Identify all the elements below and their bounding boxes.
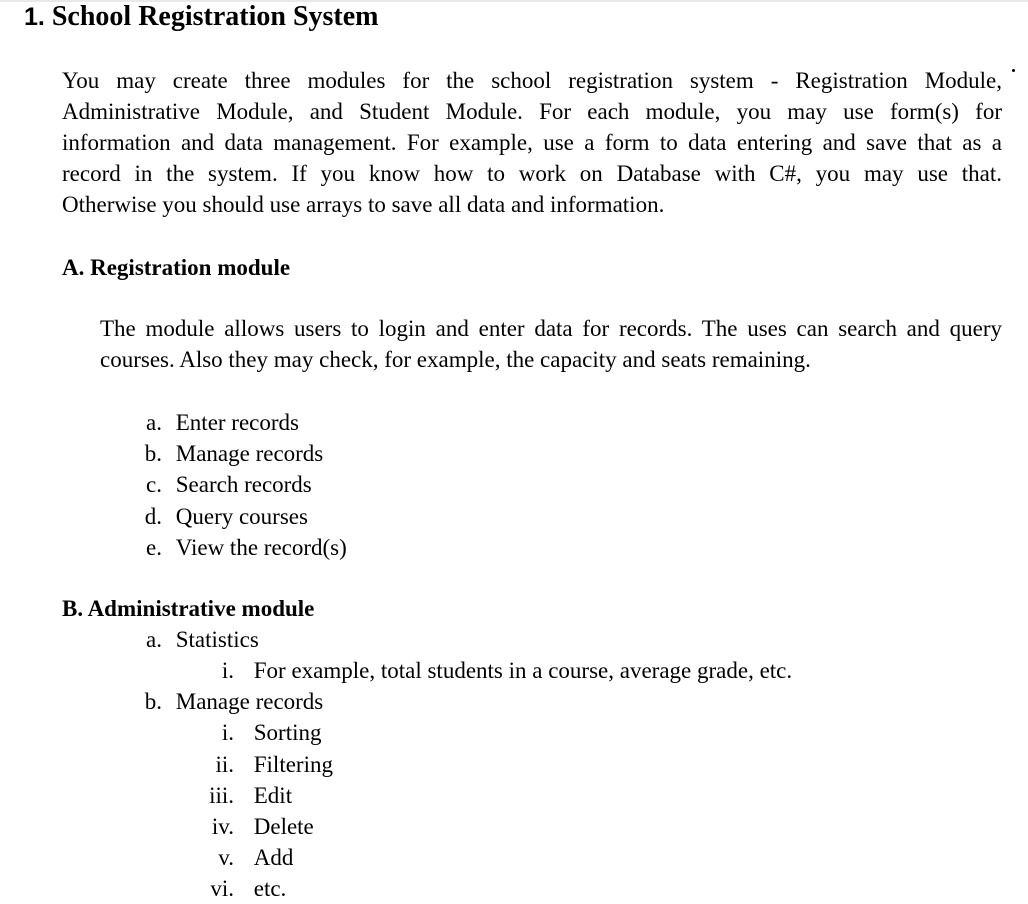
intro-line: record in the system. If you know how to work on Database with C#, you may use that.	[62, 161, 1002, 186]
intro-line: Administrative Module, and Student Module. For each module, you may use form(s) for	[62, 99, 1002, 124]
list-marker: a.	[146, 410, 162, 435]
list-item-label: View the record(s)	[175, 535, 347, 560]
list-marker: i.	[221, 658, 234, 683]
list-item	[136, 624, 259, 655]
list-marker: c.	[146, 472, 162, 497]
list-marker: ii.	[215, 752, 234, 777]
intro-line: Otherwise you should use arrays to save all data and information.	[62, 192, 665, 217]
list-marker: i.	[221, 720, 234, 745]
intro-line: information and data management. For example, use a form to data entering and save that as a	[62, 130, 1002, 155]
list-item-label: Sorting	[253, 720, 322, 745]
list-item	[136, 501, 308, 532]
list-item-label: Query courses	[175, 504, 308, 529]
list-marker: d.	[144, 504, 162, 529]
sub-list-item	[196, 780, 292, 811]
list-marker: v.	[218, 845, 234, 870]
intro-paragraph	[62, 65, 1002, 220]
list-marker: e.	[146, 535, 162, 560]
list-marker: a.	[146, 627, 162, 652]
section-a-heading: A. Registration module	[62, 255, 291, 280]
list-item-label: Edit	[253, 783, 293, 808]
sub-list-item	[196, 655, 792, 686]
list-item	[136, 532, 347, 563]
list-item-label: Add	[253, 845, 294, 870]
list-item	[136, 469, 312, 500]
section-b-heading: B. Administrative module	[62, 596, 315, 621]
list-item	[136, 686, 323, 717]
title-text: School Registration System	[51, 1, 379, 32]
list-item	[136, 438, 323, 469]
section-a-description	[100, 313, 1002, 375]
list-item	[136, 407, 299, 438]
list-item-label: Manage records	[175, 689, 324, 714]
list-item-label: Filtering	[253, 752, 333, 777]
list-item-label: Statistics	[175, 627, 259, 652]
sub-list-item	[196, 873, 286, 904]
list-item-label: Manage records	[175, 441, 324, 466]
sub-list-item	[196, 717, 321, 748]
list-item-label: For example, total students in a course, average grade, etc.	[253, 658, 793, 683]
title-number: 1.	[24, 3, 45, 31]
list-marker: iv.	[211, 814, 234, 839]
list-item-label: Enter records	[175, 410, 299, 435]
list-marker: b.	[144, 441, 162, 466]
list-item-label: etc.	[253, 876, 287, 901]
stray-dot	[1012, 69, 1015, 72]
section-a-description-line: courses. Also they may check, for example, the capacity and seats remaining.	[100, 347, 811, 372]
list-item-label: Search records	[175, 472, 312, 497]
list-marker: b.	[144, 689, 162, 714]
list-marker: vi.	[210, 876, 234, 901]
sub-list-item	[196, 811, 314, 842]
list-marker: iii.	[209, 783, 234, 808]
sub-list-item	[196, 749, 333, 780]
list-item-label: Delete	[253, 814, 314, 839]
section-a-description-line: The module allows users to login and enter data for records. The uses can search and query	[100, 316, 1002, 341]
sub-list-item	[196, 842, 293, 873]
intro-line: You may create three modules for the school registration system - Registration Module,	[62, 68, 1002, 93]
page-title	[24, 0, 379, 34]
